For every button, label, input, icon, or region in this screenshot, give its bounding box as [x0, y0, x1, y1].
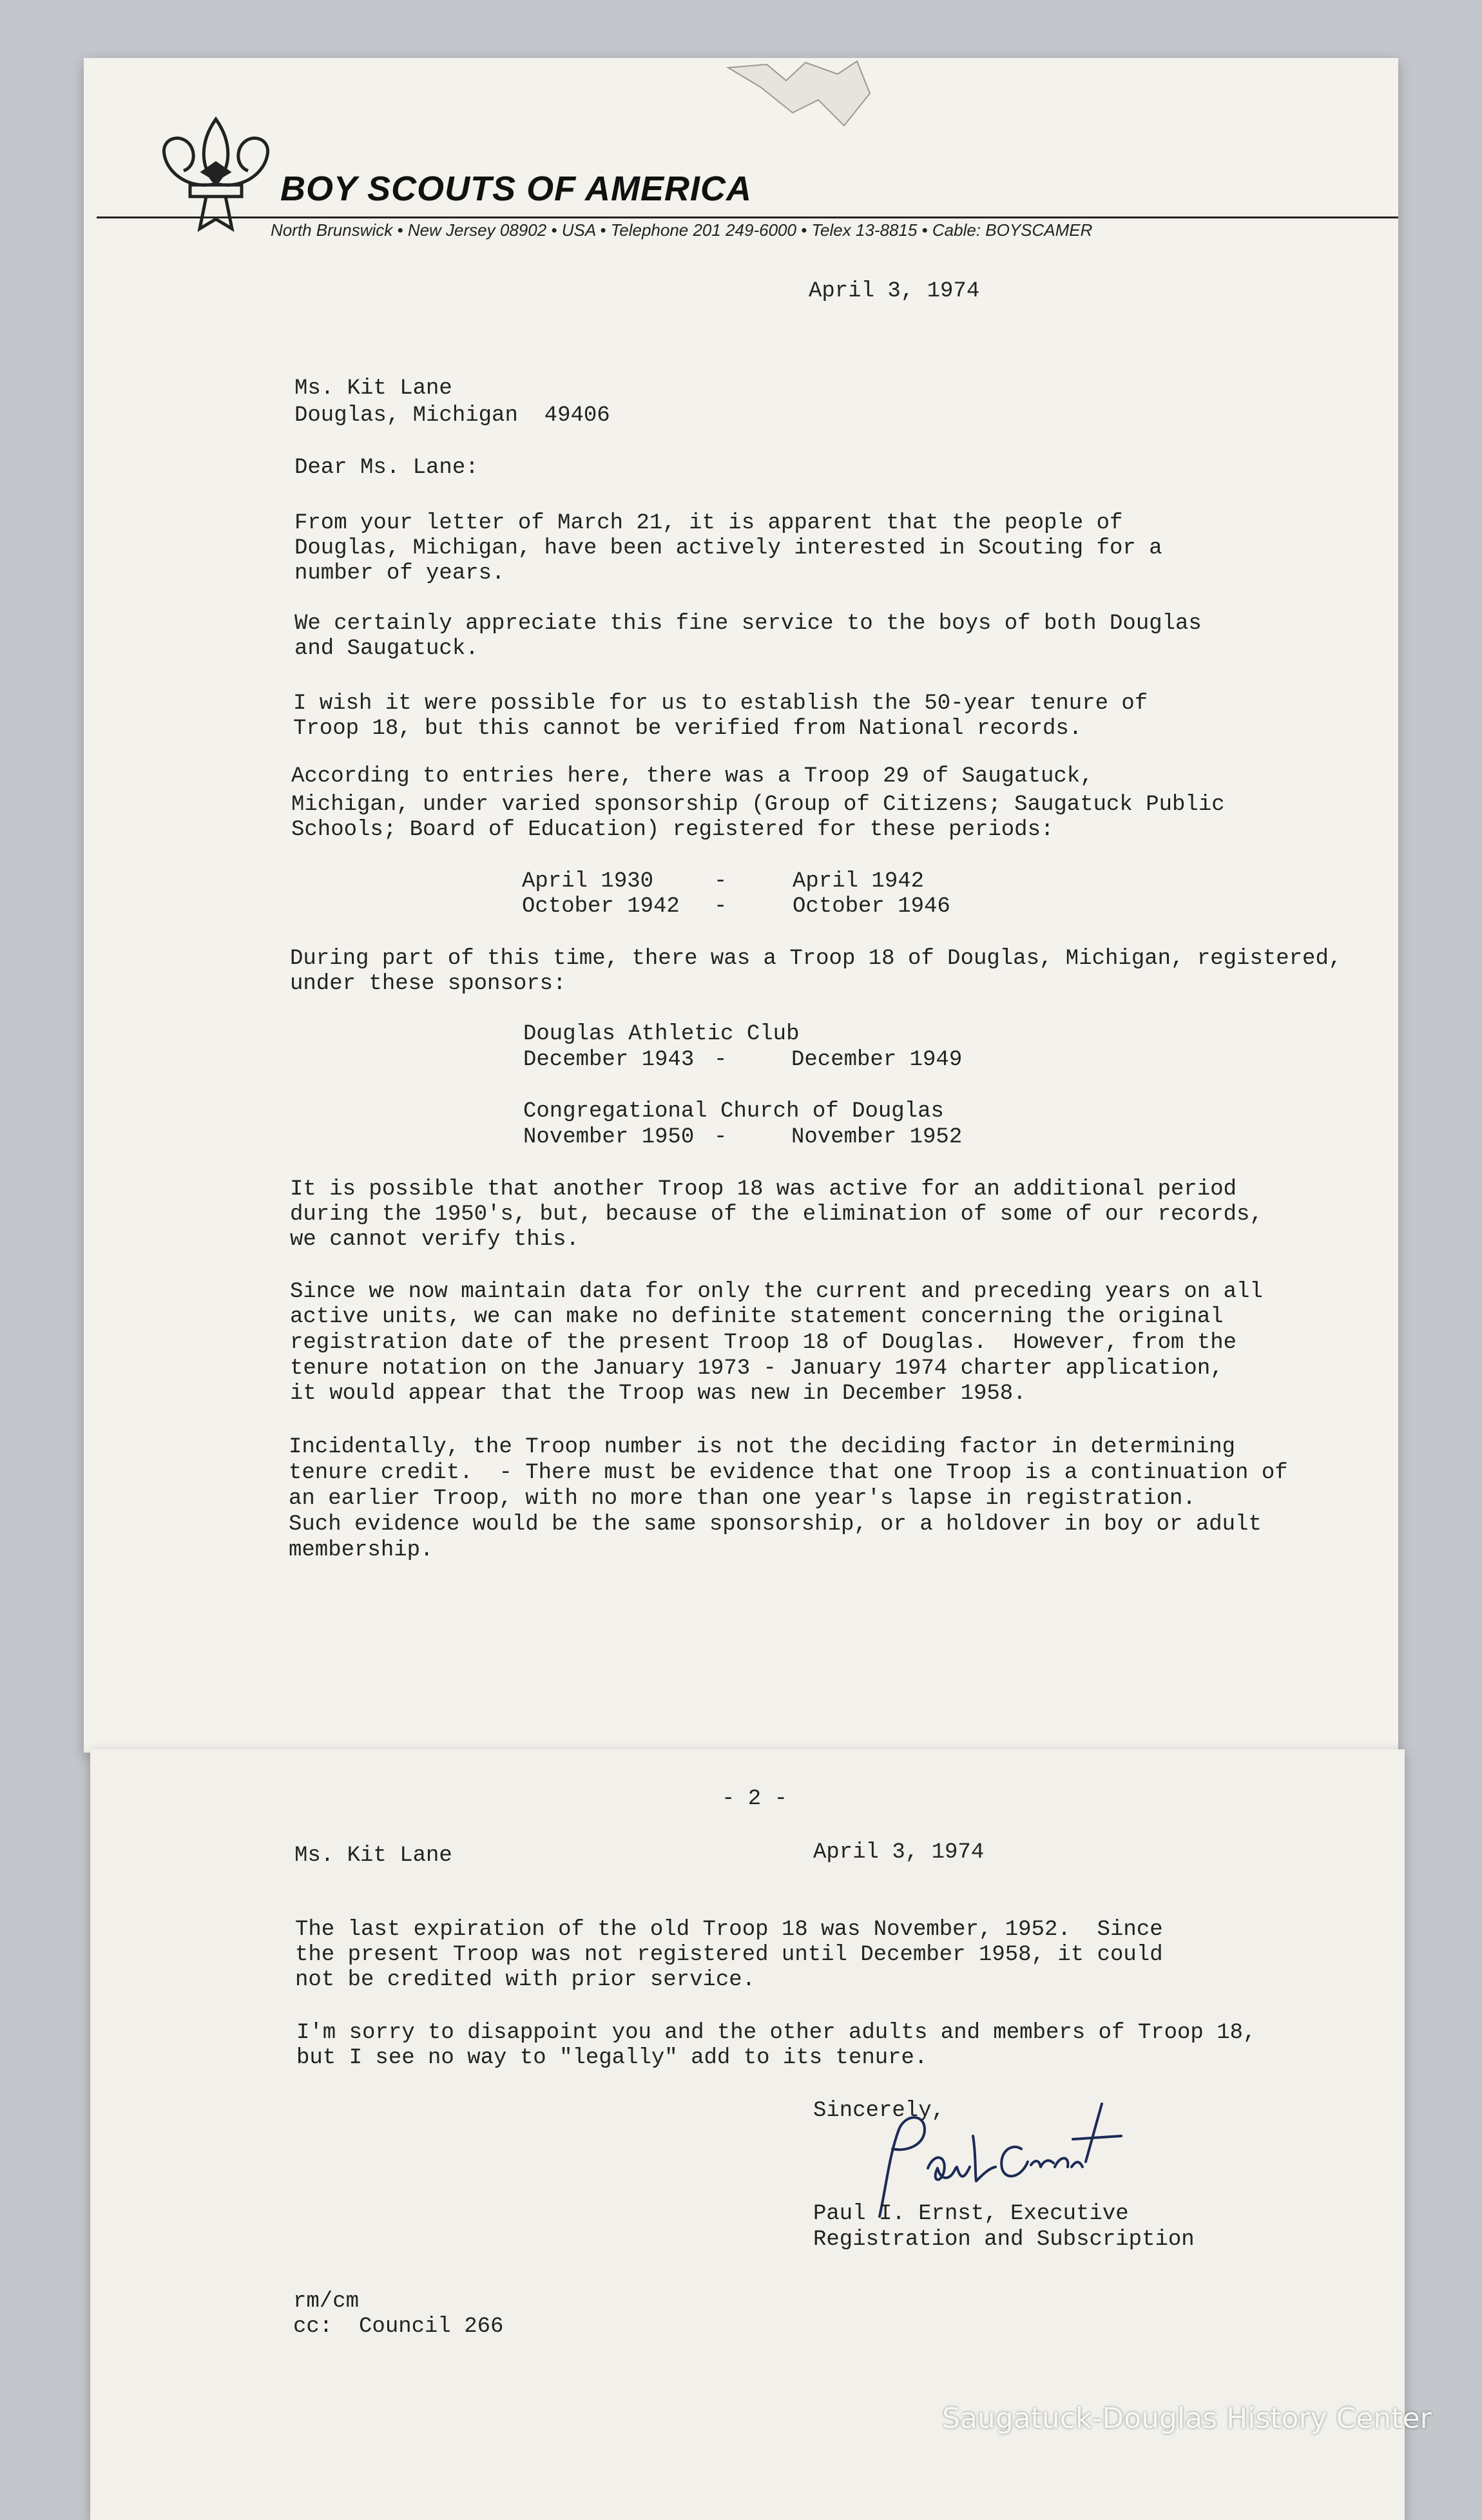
sponsor-from: November 1950 — [523, 1125, 695, 1149]
org-name: BOY SCOUTS OF AMERICA — [280, 169, 753, 208]
paragraph-line: membership. — [289, 1538, 434, 1563]
letter-date: April 3, 1974 — [809, 279, 980, 303]
paragraph-line: During part of this time, there was a Troop 18 of Douglas, Michigan, registered, — [290, 947, 1342, 971]
recipient-city: Douglas, Michigan 49406 — [294, 403, 610, 428]
archive-watermark: Saugatuck-Douglas History Center — [942, 2402, 1432, 2435]
paragraph-line: Michigan, under varied sponsorship (Group of Citizens; Saugatuck Public — [291, 793, 1225, 817]
paragraph-line: From your letter of March 21, it is apparent that the people of — [294, 511, 1123, 535]
period-to: April 1942 — [793, 869, 925, 894]
letterhead-rule — [97, 216, 1398, 218]
paragraph-line: it would appear that the Troop was new in December 1958. — [290, 1381, 1026, 1406]
paragraph-line: We certainly appreciate this fine service to the boys of both Douglas — [294, 611, 1202, 636]
sponsor-dash: - — [714, 1125, 727, 1149]
paragraph-line: active units, we can make no definite statement concerning the original — [290, 1305, 1224, 1329]
closing: Sincerely, — [813, 2099, 945, 2123]
paragraph-line: I wish it were possible for us to establish the 50-year tenure of — [293, 691, 1148, 716]
paragraph-line: not be credited with prior service. — [295, 1968, 756, 1992]
period-from: April 1930 — [522, 869, 654, 894]
paragraph-line: Troop 18, but this cannot be verified from National records. — [293, 717, 1083, 741]
paragraph-line: Douglas, Michigan, have been actively interested in Scouting for a — [294, 536, 1162, 561]
paragraph-line: we cannot verify this. — [290, 1227, 579, 1252]
recipient-name: Ms. Kit Lane — [294, 376, 452, 401]
salutation: Dear Ms. Lane: — [294, 456, 479, 480]
paragraph-line: registration date of the present Troop 18 of Douglas. However, from the — [290, 1331, 1237, 1355]
paragraph-line: According to entries here, there was a Troop 29 of Saugatuck, — [291, 764, 1093, 789]
paragraph-line: an earlier Troop, with no more than one year's lapse in registration. — [289, 1486, 1196, 1511]
paragraph-line: number of years. — [294, 561, 505, 586]
paragraph-line: Incidentally, the Troop number is not the deciding factor in determining — [289, 1435, 1236, 1459]
signer-department: Registration and Subscription — [813, 2227, 1195, 2252]
paper-tear-mark — [709, 55, 889, 139]
paragraph-line: under these sponsors: — [290, 972, 566, 996]
sponsor-to: November 1952 — [791, 1125, 963, 1149]
paragraph-line: during the 1950's, but, because of the elimination of some of our records, — [290, 1202, 1263, 1227]
sponsor-to: December 1949 — [791, 1048, 963, 1072]
org-address: North Brunswick • New Jersey 08902 • USA • Telephone 201 249-6000 • Telex 13-8815 • Cable: BOYSCAMER — [271, 220, 1093, 240]
letter-date: April 3, 1974 — [813, 1840, 985, 1865]
recipient-name: Ms. Kit Lane — [294, 1843, 452, 1868]
period-dash: - — [714, 869, 727, 894]
paragraph-line: tenure credit. - There must be evidence that one Troop is a continuation of — [289, 1461, 1288, 1485]
paragraph-line: The last expiration of the old Troop 18 was November, 1952. Since — [295, 1918, 1163, 1942]
signer-name: Paul I. Ernst, Executive — [813, 2202, 1129, 2226]
paragraph-line: but I see no way to "legally" add to its tenure. — [296, 2046, 928, 2070]
page-number: - 2 - — [722, 1787, 788, 1811]
carbon-copy: cc: Council 266 — [293, 2314, 504, 2339]
paragraph-line: tenure notation on the January 1973 - January 1974 charter application, — [290, 1356, 1224, 1381]
bsa-fleur-de-lis-logo — [155, 113, 277, 242]
sponsor-from: December 1943 — [523, 1048, 695, 1072]
sponsor-dash: - — [714, 1048, 727, 1072]
paragraph-line: It is possible that another Troop 18 was active for an additional period — [290, 1177, 1237, 1202]
paragraph-line: Schools; Board of Education) registered for these periods: — [291, 818, 1054, 842]
paragraph-line: Since we now maintain data for only the current and preceding years on all — [290, 1280, 1263, 1304]
paragraph-line: I'm sorry to disappoint you and the other adults and members of Troop 18, — [296, 2021, 1256, 2045]
period-dash: - — [714, 894, 727, 919]
sponsor-name: Douglas Athletic Club — [523, 1022, 800, 1046]
paragraph-line: the present Troop was not registered until December 1958, it could — [295, 1943, 1163, 1967]
typist-initials: rm/cm — [293, 2289, 360, 2314]
period-from: October 1942 — [522, 894, 680, 919]
paragraph-line: Such evidence would be the same sponsorship, or a holdover in boy or adult — [289, 1512, 1262, 1537]
period-to: October 1946 — [793, 894, 950, 919]
sponsor-name: Congregational Church of Douglas — [523, 1099, 944, 1124]
paragraph-line: and Saugatuck. — [294, 637, 479, 661]
